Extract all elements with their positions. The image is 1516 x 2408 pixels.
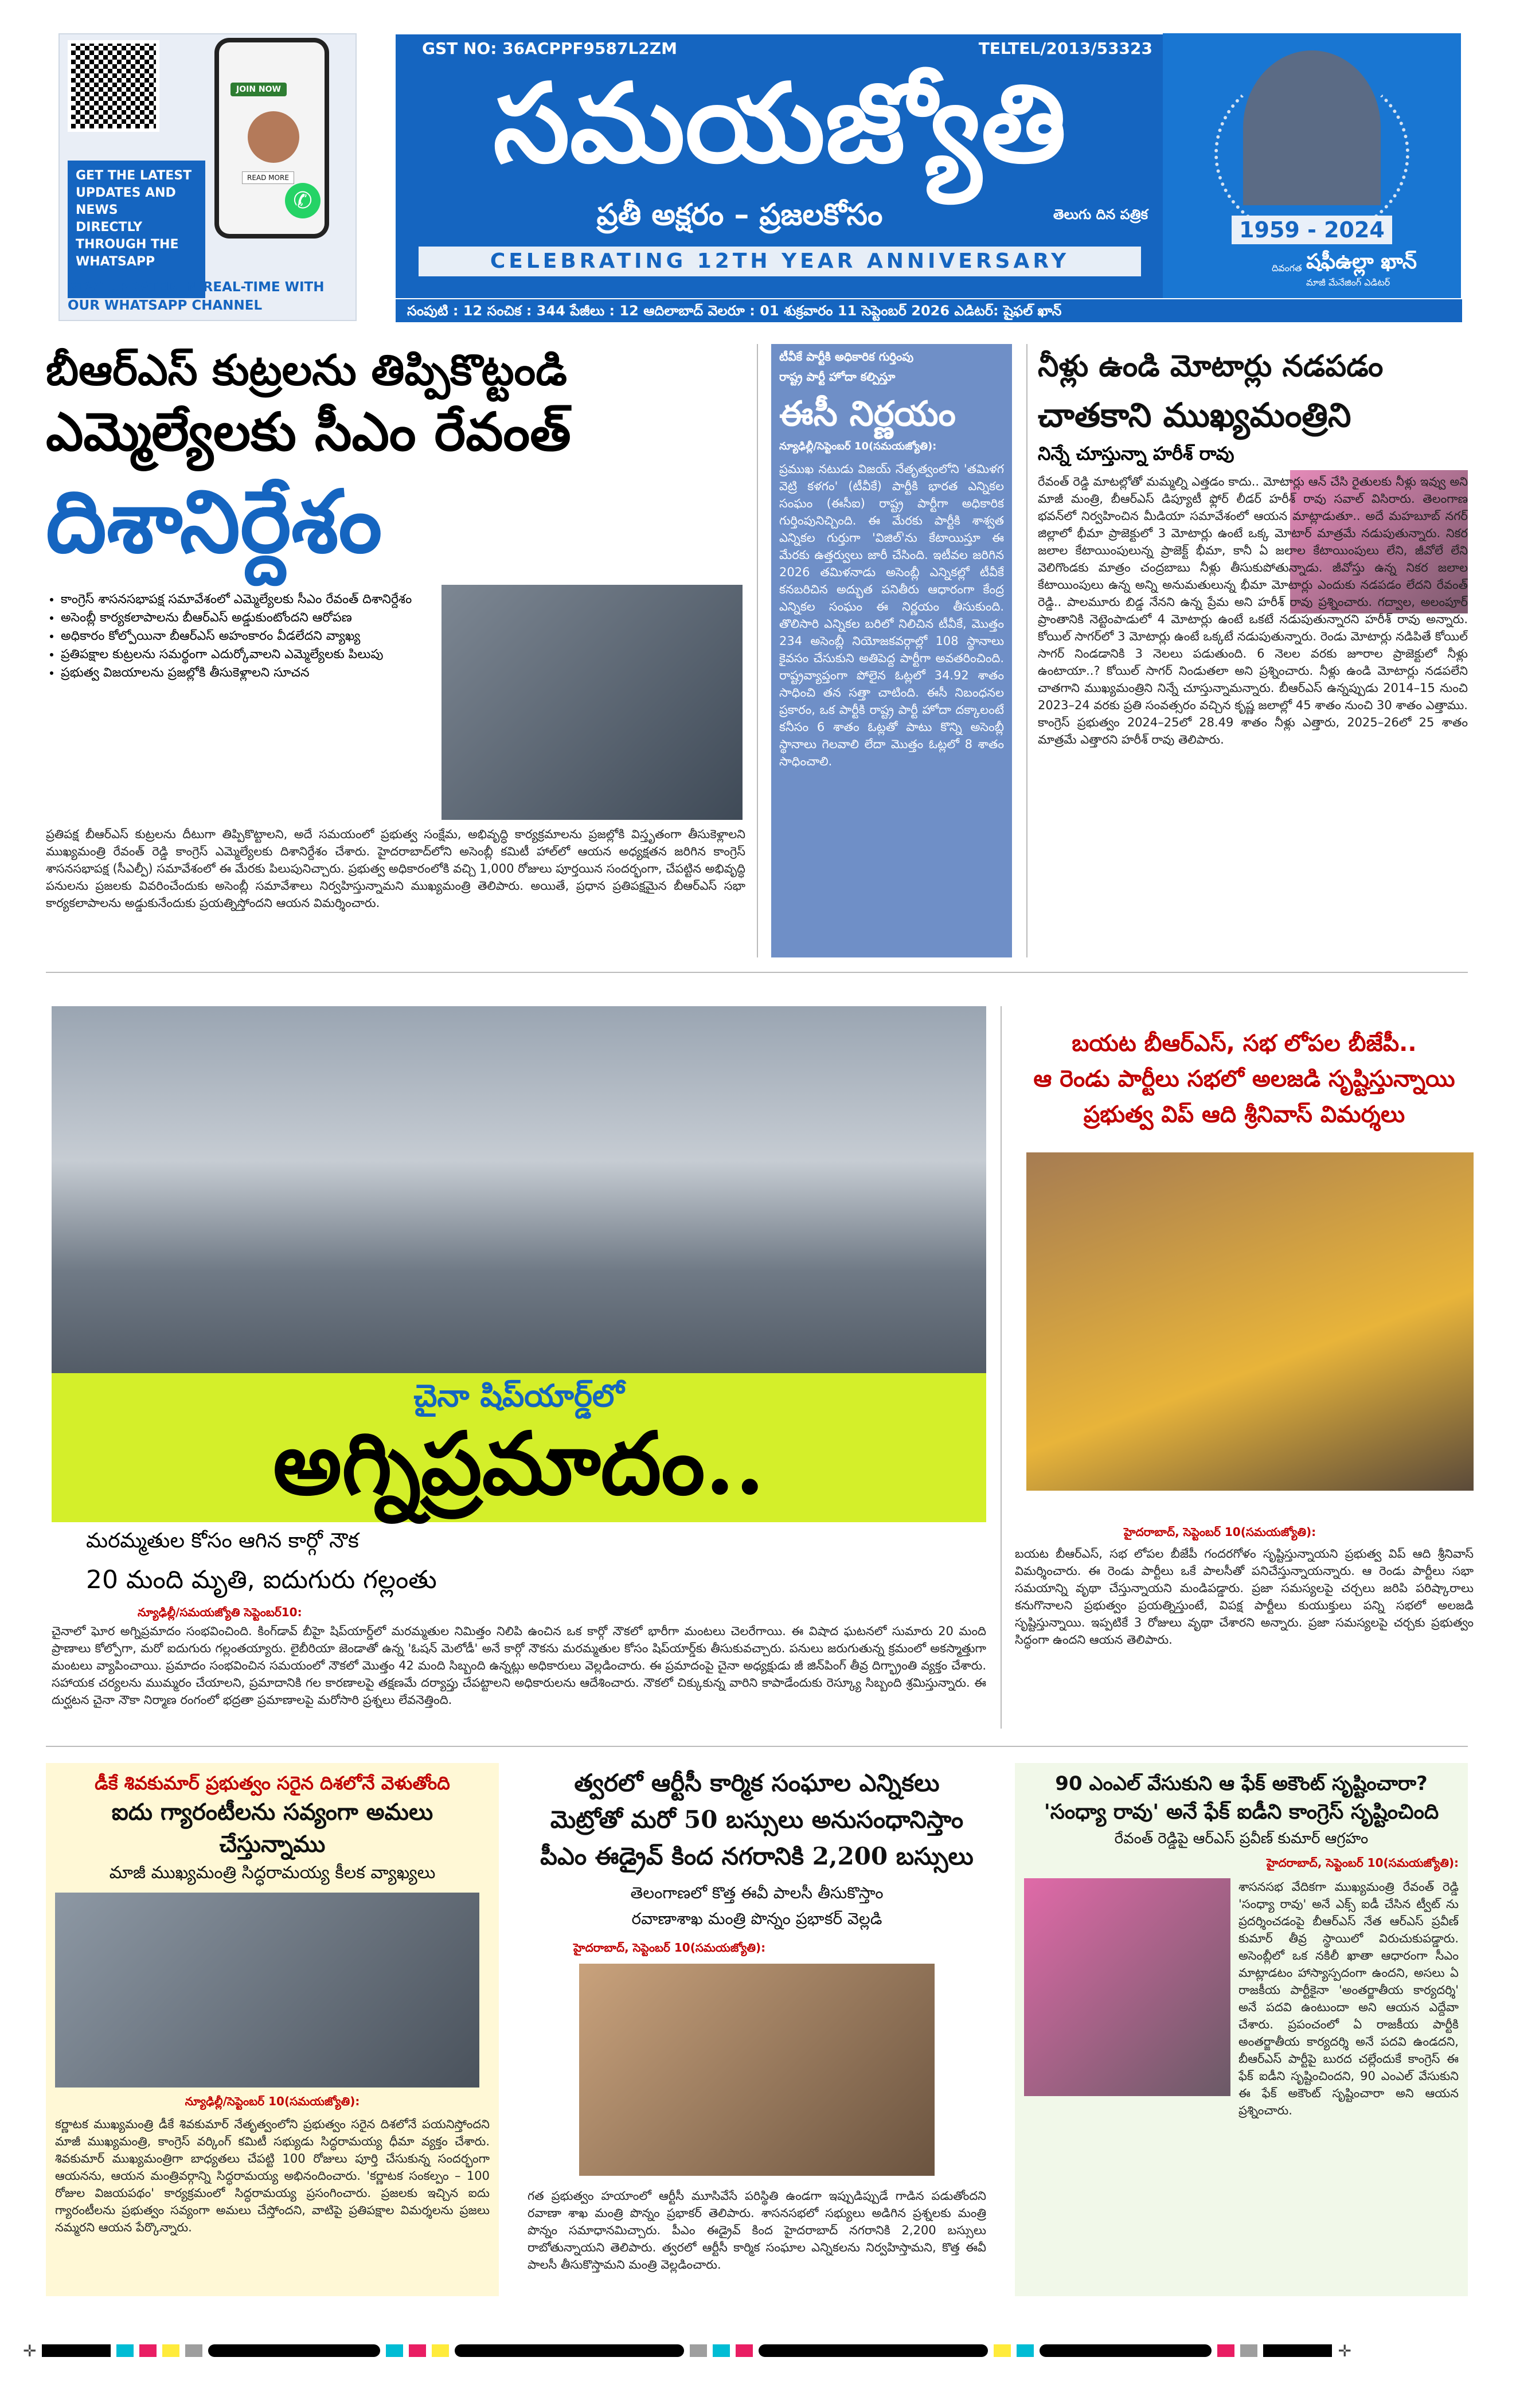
- promo-line: UPDATES AND: [76, 186, 176, 200]
- editor-memorial: [1163, 33, 1461, 298]
- column-rule: [1026, 344, 1027, 957]
- list-item: • అసెంబ్లీ కార్యకలాపాలను బీఆర్ఎస్ అడ్డుకుంటోందని ఆరోపణ: [61, 609, 436, 627]
- section-rule: [46, 1746, 1468, 1747]
- issue-line-text: సంపుటి : 12 సంచిక : 344 పేజీలు : 12 ఆదిలాబాద్ వెలరూ : 01 శుక్రవారం 11 సెప్టెంబర్ 2026 ఎడిటర్: షైఫల్ ఖాన్: [407, 303, 1062, 319]
- headline: బయట బీఆర్ఎస్, సభ లోపల బీజేపీ..: [1072, 1030, 1417, 1057]
- story-rtc: [528, 1766, 986, 2296]
- whatsapp-icon: ✆: [285, 183, 321, 218]
- editor-prefix: దివంగత: [1272, 263, 1302, 273]
- subheadline: 20 మంది మృతి, ఐదుగురు గల్లంతు: [86, 1565, 437, 1594]
- list-item: • కాంగ్రెస్ శాసనసభాపక్ష సమావేశంలో ఎమ్మెల్యేలకు సీఎం రేవంత్ దిశానిర్దేశం: [61, 591, 436, 609]
- story-body: ప్రతిపక్ష బీఆర్ఎస్ కుట్రలను దీటుగా తిప్పికొట్టాలని, అదే సమయంలో ప్రభుత్వ సంక్షేమ, అభివృద్ధి కార్యక్రమాలను ప్రజల్లోకి విస్తృతంగా తీసుకెళ్లాలని ముఖ్యమంత్రి రేవంత్ రెడ్డి కాంగ్రెస్ ఎమ్మెల్యేలకు దిశానిర్దేశం చేశారు. హైదరాబాద్‌లోని అసెంబ్లీ కమిటీ హాల్‌లో ఆయన అధ్యక్షతన జరిగిన కాంగ్రెస్ శాసనసభాపక్ష (సీఎల్పీ) సమావేశంలో ఈ మేరకు పిలుపునిచ్చారు. ప్రభుత్వ అధికారంలోకి వచ్చి 1,000 రోజులు పూర్తయిన సందర్భంగా, చేపట్టిన అభివృద్ధి పనులను ప్రజలకు వివరించేందుకు అసెంబ్లీ సమావేశాలు నిర్వహిస్తున్నామని ముఖ్యమంత్రి తెలిపారు. అయితే, ప్రధాన ప్రతిపక్షమైన బీఆర్ఎస్ సభా కార్యకలాపాలను అడ్డుకునేందుకు ప్రయత్నిస్తోందని ఆయన విమర్శించారు.: [46, 827, 745, 910]
- revanth-photo: [441, 585, 743, 820]
- promo-line: WHATSAPP: [76, 255, 155, 269]
- headline: ఐదు గ్యారంటీలను సవ్యంగా అమలు చేస్తున్నాము: [111, 1799, 433, 1858]
- story-body: చైనాలో ఘోర అగ్నిప్రమాదం సంభవించింది. కింగ్‌డావ్ బీహై షిప్‌యార్డ్‌లో మరమ్మతుల నిమిత్తం నిలిపి ఉంచిన ఒక కార్గో నౌకలో భారీగా మంటలు చెలరేగాయి. ఈ విషాద ఘటనలో సుమారు 20 మంది ప్రాణాలు కోల్పోగా, మరో ఐదుగురు గల్లంతయ్యారు. లైబీరియా జెండాతో ఉన్న 'ఓషన్ మెలోడీ' అనే కార్గో నౌకను మరమ్మతుల కోసం షిప్‌యార్డ్‌కు తీసుకువచ్చారు. పనులు జరుగుతున్న క్రమంలో అకస్మాత్తుగా మంటలు వ్యాపించాయి. ప్రమాదం సంభవించిన సమయంలో నౌకలో మొత్తం 42 మంది సిబ్బంది ఉన్నట్లు అధికారులు వెల్లడించారు. ఈ ప్రమాదంపై చైనా అధ్యక్షుడు జీ జిన్‌పింగ్ తీవ్ర దిగ్భ్రాంతి వ్యక్తం చేశారు. సహాయక చర్యలను ముమ్మరం చేయాలని, ప్రమాదానికి గల కారణాలపై తక్షణమే దర్యాప్తు చేపట్టాలని అధికారులను ఆదేశించారు. నౌకలో చిక్కుకున్న వారిని కాపాడేందుకు రెస్క్యూ సిబ్బంది శ్రమిస్తున్నారు. ఈ దుర్ఘటన చైనా నౌకా నిర్మాణ రంగంలో భద్రతా ప్రమాణాలపై మరోసారి ప్రశ్నలు లేవనెత్తింది.: [52, 1624, 986, 1707]
- dateline: న్యూఢిల్లీ/సెప్టెంబర్ 10(సమయజ్యోతి):: [779, 440, 937, 452]
- promo-line: NEWS: [76, 203, 118, 217]
- story-body: ప్రముఖ నటుడు విజయ్ నేతృత్వంలోని 'తమిళగ వెట్రి కళగం' (టీవీకే) పార్టీకి భారత ఎన్నికల సంఘం (ఈసీఐ) రాష్ట్ర పార్టీగా అధికారిక గుర్తింపునిచ్చింది. ఈ మేరకు పార్టీకి శాశ్వత ఎన్నికల గుర్తుగా 'విజిల్'ను కేటాయిస్తూ ఈ మేరకు ఉత్తర్వులు జారీ చేసింది. ఇటీవల జరిగిన 2026 తమిళనాడు అసెంబ్లీ ఎన్నికల్లో టీవీకే కనబరిచిన అద్భుత పనితీరు ఆధారంగా కేంద్ర ఎన్నికల సంఘం ఈ నిర్ణయం తీసుకుంది. తొలిసారి ఎన్నికల బరిలో నిలిచిన టీవీకే, మొత్తం 234 అసెంబ్లీ నియోజకవర్గాల్లో 108 స్థానాలు కైవసం చేసుకుని అతిపెద్ద పార్టీగా అవతరించింది. రాష్ట్రవ్యాప్తంగా పోలైన ఓట్లలో 34.92 శాతం సాధించి తన సత్తా చాటింది. ఈసీ నిబంధనల ప్రకారం, ఒక పార్టీకి రాష్ట్ర పార్టీ హోదా దక్కాలంటే కనీసం 6 శాతం ఓట్లతో పాటు కొన్ని అసెంబ్లీ స్థానాలు గెలవాలి లేదా మొత్తం ఓట్లలో 8 శాతం సాధించాలి.: [779, 462, 1004, 768]
- story-body: గత ప్రభుత్వం హయాంలో ఆర్టీసీ మూసివేసే పరిస్థితి ఉండగా ఇప్పుడిప్పుడే గాడిన పడుతోందని రవాణా శాఖ మంత్రి పొన్నం ప్రభాకర్ తెలిపారు. శాసనసభలో సభ్యులు అడిగిన ప్రశ్నలకు మంత్రి పొన్నం సమాధానమిచ్చారు. పీఎం ఈడ్రైవ్ కింద హైదరాబాద్ నగరానికి 2,200 బస్సులు రాబోతున్నాయని తెలిపారు. త్వరలో ఆర్టీసీ కార్మిక సంఘాల ఎన్నికలను నిర్వహిస్తామని, కొత్త ఈవీ పాలసీ తీసుకొస్తామని మంత్రి వెల్లడించారు.: [528, 2189, 986, 2272]
- avatar: [248, 111, 299, 163]
- headline: పీఎం ఈడ్రైవ్ కింద నగరానికి 2,200 బస్సులు: [540, 1842, 974, 1870]
- column-rule: [1001, 1006, 1002, 1729]
- phone-mockup: [214, 38, 329, 239]
- print-registration-bar: [23, 2342, 1491, 2359]
- list-item: • అధికారం కోల్పోయినా బీఆర్ఎస్ అహంకారం వీడలేదని వ్యాఖ్య: [61, 627, 436, 646]
- kicker: రాష్ట్ర పార్టీ హోదా కల్పిస్తూ: [779, 370, 896, 384]
- story-body: శాసనసభ వేదికగా ముఖ్యమంత్రి రేవంత్ రెడ్డి 'సంధ్యా రావు' అనే ఎక్స్ ఐడీ చేసిన ట్వీట్ ను ప్రదర్శించడంపై బీఆర్ఎస్ నేత ఆర్ఎస్ ప్రవీణ్ కుమార్ తీవ్ర స్థాయిలో విరుచుకుపడ్డారు. అసెంబ్లీలో ఒక నకిలీ ఖాతా ఆధారంగా సీఎం మాట్లాడటం హాస్యాస్పదంగా ఉందని, అసలు ఏ రాజకీయ పార్టీకైనా 'అంతర్జాతీయ కార్యదర్శి' అనే పదవి ఉంటుందా అని ఆయన ఎద్దేవా చేశారు. ప్రపంచంలో ఏ రాజకీయ పార్టీకి అంతర్జాతీయ కార్యదర్శి అనే పదవి ఉండదని, బీఆర్ఎస్ పార్టీపై బురద చల్లేందుకే కాంగ్రెస్ ఈ ఫేక్ ఐడీని సృష్టించిందని, 90 ఎంఎల్ వేసుకుని ఈ ఫేక్ అకౌంట్ సృష్టించారా అని ఆయన ప్రశ్నించారు.: [1238, 1880, 1459, 2117]
- story-china-fire: [52, 1006, 986, 1729]
- section-rule: [46, 972, 1468, 973]
- dateline: హైదరాబాద్, సెప్టెంబర్ 10(సమయజ్యోతి):: [1124, 1525, 1316, 1539]
- subheadline: తెలంగాణలో కొత్త ఈవీ పాలసీ తీసుకొస్తాం: [630, 1883, 884, 1902]
- promo-bottom-text: STAY UPDATED IN REAL-TIME WITH OUR WHATSAPP CHANNEL: [68, 280, 325, 313]
- headline: చాతకాని ముఖ్యమంత్రిని: [1038, 396, 1351, 435]
- siddaramaiah-photo: [55, 1893, 479, 2088]
- headline: ఎమ్మెల్యేలకు సీఎం రేవంత్: [46, 401, 571, 463]
- paper-title: సమయజ్యోతి: [493, 59, 1066, 187]
- story-revanth: [46, 344, 745, 957]
- promo-line: DIRECTLY: [76, 220, 143, 234]
- tagline-right: తెలుగు దిన పత్రిక: [1053, 206, 1148, 222]
- story-body: బయట బీఆర్ఎస్, సభ లోపల బీజేపీ గందరగోళం సృష్టిస్తున్నాయని ప్రభుత్వ విప్ ఆది శ్రీనివాస్ విమర్శించారు. ఈ రెండు పార్టీలు ఒకే పాలసీతో పనిచేస్తున్నాయన్నారు. ఆ రెండు పార్టీలు సభా సమయాన్ని వృథా చేస్తున్నాయని మండిపడ్డారు. ప్రజా సమస్యలపై చర్చలు జరిపి పరిష్కారాలు కనుగొనాలని ప్రభుత్వం ప్రయత్నిస్తుంటే, విపక్ష పార్టీలు కుయుక్తులు పన్ని సభలో అలజడి సృష్టిస్తున్నాయి. ఇప్పటికే 3 రోజులు వృథా చేశారని అన్నారు. ప్రజా సమస్యలపై చర్చకు ప్రభుత్వం సిద్ధంగా ఉందని ఆయన తెలిపారు.: [1015, 1547, 1474, 1647]
- praveen-photo: [1024, 1878, 1230, 2096]
- read-more-button[interactable]: READ MORE: [242, 171, 294, 184]
- ponnam-photo: [579, 1964, 935, 2176]
- story-praveen: [1015, 1763, 1468, 2296]
- list-item: • ప్రభుత్వ విజయాలను ప్రజల్లోకి తీసుకెళ్లాలని సూచన: [61, 664, 436, 682]
- headline: ఆ రెండు పార్టీలు సభలో అలజడి సృష్టిస్తున్నాయి: [1033, 1066, 1455, 1092]
- headline: త్వరలో ఆర్టీసీ కార్మిక సంఘాల ఎన్నికలు: [574, 1769, 940, 1797]
- issue-line: [396, 299, 1462, 322]
- subheadline: మరమ్మతుల కోసం ఆగిన కార్గో నౌక: [86, 1529, 359, 1553]
- dateline: హైదరాబాద్, సెప్టెంబర్ 10(సమయజ్యోతి):: [1266, 1856, 1459, 1870]
- dateline: హైదరాబాద్, సెప్టెంబర్ 10(సమయజ్యోతి):: [573, 1941, 766, 1954]
- masthead: [396, 34, 1164, 298]
- editor-role: మాజీ మేనేజింగ్ ఎడిటర్: [1306, 277, 1390, 288]
- headline: ప్రభుత్వ విప్ ఆది శ్రీనివాస్ విమర్శలు: [1083, 1101, 1405, 1128]
- registration-number: TELTEL/2013/53323: [978, 39, 1152, 58]
- headline-banner: [52, 1373, 986, 1522]
- story-body: కర్ణాటక ముఖ్యమంత్రి డీకే శివకుమార్ నేతృత్వంలోని ప్రభుత్వం సరైన దిశలోనే పయనిస్తోందని మాజీ ముఖ్యమంత్రి, కాంగ్రెస్ వర్కింగ్ కమిటీ సభ్యుడు సిద్ధరామయ్య ధీమా వ్యక్తం చేశారు. శివకుమార్ ముఖ్యమంత్రిగా బాధ్యతలు చేపట్టి 100 రోజులు పూర్తి చేసుకున్న సందర్భంగా ఆయనను, ఆయన మంత్రివర్గాన్ని సిద్ధరామయ్య అభినందించారు. 'కర్ణాటక సంకల్పం – 100 రోజుల విజయపథం' కార్యక్రమంలో సిద్ధరామయ్య ప్రసంగించారు. ప్రజలకు ఇచ్చిన ఐదు గ్యారంటీలను ప్రభుత్వం సవ్యంగా అమలు చేస్తోందని, వాటిపై ప్రతిపక్షాల విమర్శలను ప్రజలు నమ్మరని ఆయన పేర్కొన్నారు.: [55, 2117, 490, 2234]
- subheadline: నిన్నే చూస్తున్నా హరీశ్ రావు: [1038, 443, 1234, 464]
- overlay-kicker: చైనా షిప్‌యార్డ్‌లో: [413, 1378, 624, 1414]
- promo-line: THROUGH THE: [76, 237, 179, 252]
- headline-big: దిశానిర్దేశం: [46, 471, 382, 572]
- anniversary-text: CELEBRATING 12TH YEAR ANNIVERSARY: [490, 249, 1070, 273]
- adi-srinivas-photo: [1026, 1152, 1474, 1491]
- headline: డీకే శివకుమార్ ప్రభుత్వం సరైన దిశలోనే వెళుతోంది: [95, 1772, 450, 1794]
- promo-text-box: [68, 161, 205, 298]
- headline: బీఆర్ఎస్ కుట్రలను తిప్పికొట్టండి: [46, 346, 567, 395]
- qr-code: [68, 40, 159, 132]
- story-body: రేవంత్ రెడ్డి మాటల్లోతో మమ్మల్ని ఎత్తడం కాదు.. మోటార్లు ఆన్ చేసి రైతులకు నీళ్లు ఇవ్వు అని మాజీ మంత్రి, బీఆర్ఎస్ డిప్యూటీ ఫ్లోర్ లీడర్ హరీశ్ రావు సవాల్ విసిరారు. తెలంగాణ భవన్‌లో నిర్వహించిన మీడియా సమావేశంలో ఆయన మాట్లాడుతూ.. అదే మహబూబ్ నగర్ జిల్లాలో భీమా ప్రాజెక్టులో 3 మోటార్లు ఉంటే ఒక్క మోటార్ మాత్రమే నడుపుతున్నారు. నికర జలాల కేటాయింపులున్న ప్రాజెక్ట్ భీమా, కానీ ఏ జలాల కేటాయింపులు లేని, జీవోలే లేని వెలిగొండకు మాత్రం చంద్రబాబు నీళ్లు తీసుకుపోతున్నాడు. జీవోస్తు ఉన్న నికర జలాల కేటాయింపులు ఉన్న అన్ని అనుమతులున్న భీమా మోటార్లు ఎందుకు నడపడం లేదని రేవంత్ రెడ్డి.. పాలమూరు బిడ్డ నేనని ఉన్న ప్రేమ అని హరీశ్ రావు ప్రశ్నించారు. గద్వాల, అలంపూర్ ప్రాంతానికి నెట్టెంపాడులో 4 మోటార్లు ఉంటే ఒకటే నడుపుతున్నారని హరీశ్ రావు అన్నారు. కోయిల్ సాగర్‌లో 3 మోటార్లు ఉంటే ఒక్కటే నడుపుతున్నారు. రెండు మోటార్లు నడిపితే కోయిల్ సాగర్ నిండడానికి 3 నెలలు పడుతుంది. 6 నెలల వరకు జూరాల ప్రాజెక్టులో నీళ్లు ఉంటాయా..? కోయిల్ సాగర్ నిండుతలా అని ప్రశ్నించారు. నీళ్లు ఉండి మోటార్లు నడపలేని చాతగాని ముఖ్యమంత్రిని నిన్నే చూస్తున్నామన్నారు. బీఆర్ఎస్ ఉన్నప్పుడు 2014–15 నుంచి 2023–24 వరకు ప్రతి సంవత్సరం వచ్చిన కృష్ణ జలాల్లో 45 శాతం నుంచి 30 శాతం ఎత్తాము. కాంగ్రెస్ ప్రభుత్వం 2024–25లో 28.49 శాతం నీళ్లు ఎత్తారు, 2025–26లో 25 శాతం మాత్రమే ఎత్తారని హరీశ్ రావు తెలిపారు.: [1038, 475, 1468, 746]
- subheadline: మాజీ ముఖ్యమంత్రి సిద్ధరామయ్య కీలక వ్యాఖ్యలు: [109, 1863, 436, 1883]
- whatsapp-promo[interactable]: [58, 33, 357, 321]
- story-siddaramaiah: [46, 1763, 499, 2296]
- subheadline: రవాణాశాఖ మంత్రి పొన్నం ప్రభాకర్ వెల్లడి: [631, 1909, 882, 1928]
- subheadline: రేవంత్ రెడ్డిపై ఆర్ఎస్ ప్రవీణ్ కుమార్ ఆగ్రహం: [1114, 1830, 1369, 1847]
- editor-name: షఫీఉల్లా ఖాన్: [1306, 250, 1417, 273]
- headline: ఈసీ నిర్ణయం: [779, 394, 956, 434]
- years-ribbon: 1959 - 2024: [1232, 216, 1392, 244]
- kicker: టీవీకే పార్టీకి అధికారిక గుర్తింపు: [779, 350, 914, 363]
- overlay-headline: అగ్నిప్రమాదం..: [273, 1413, 765, 1514]
- headline: 'సంధ్యా రావు' అనే ఫేక్ ఐడీని కాంగ్రెస్ సృష్టించింది: [1044, 1800, 1439, 1824]
- anniversary-banner: [419, 247, 1141, 276]
- dateline: న్యూఢిల్లీ/సమయజ్యోతి సెప్టెంబర్10:: [138, 1605, 302, 1619]
- column-rule: [757, 344, 758, 957]
- laurel-icon: [1214, 68, 1409, 240]
- headline: 90 ఎంఎల్ వేసుకుని ఆ ఫేక్ అకౌంట్ సృష్టించారా?: [1055, 1772, 1428, 1795]
- crosshair-icon: ✛: [23, 2341, 37, 2360]
- headline: మెట్రోతో మరో 50 బస్సులు అనుసంధానిస్తాం: [550, 1805, 964, 1834]
- join-now-button[interactable]: JOIN NOW: [230, 83, 287, 96]
- dateline: న్యూఢిల్లీ/సెప్టెంబర్ 10(సమయజ్యోతి):: [185, 2094, 360, 2108]
- headline: నీళ్లు ఉండి మోటార్లు నడపడం: [1038, 349, 1384, 384]
- story-harish: [1038, 344, 1468, 957]
- story-adi-srinivas: [1015, 1026, 1474, 1729]
- crosshair-icon: ✛: [1338, 2341, 1351, 2360]
- list-item: • ప్రతిపక్షాల కుట్రలను సమర్థంగా ఎదుర్కోవాలని ఎమ్మెల్యేలకు పిలుపు: [61, 646, 436, 664]
- tagline: ప్రతీ అక్షరం – ప్రజలకోసం: [596, 198, 883, 232]
- bullet-list: [46, 591, 436, 682]
- promo-line: GET THE LATEST: [76, 169, 192, 183]
- gst-number: GST NO: 36ACPPF9587L2ZM: [422, 39, 677, 58]
- story-ec: [771, 344, 1012, 957]
